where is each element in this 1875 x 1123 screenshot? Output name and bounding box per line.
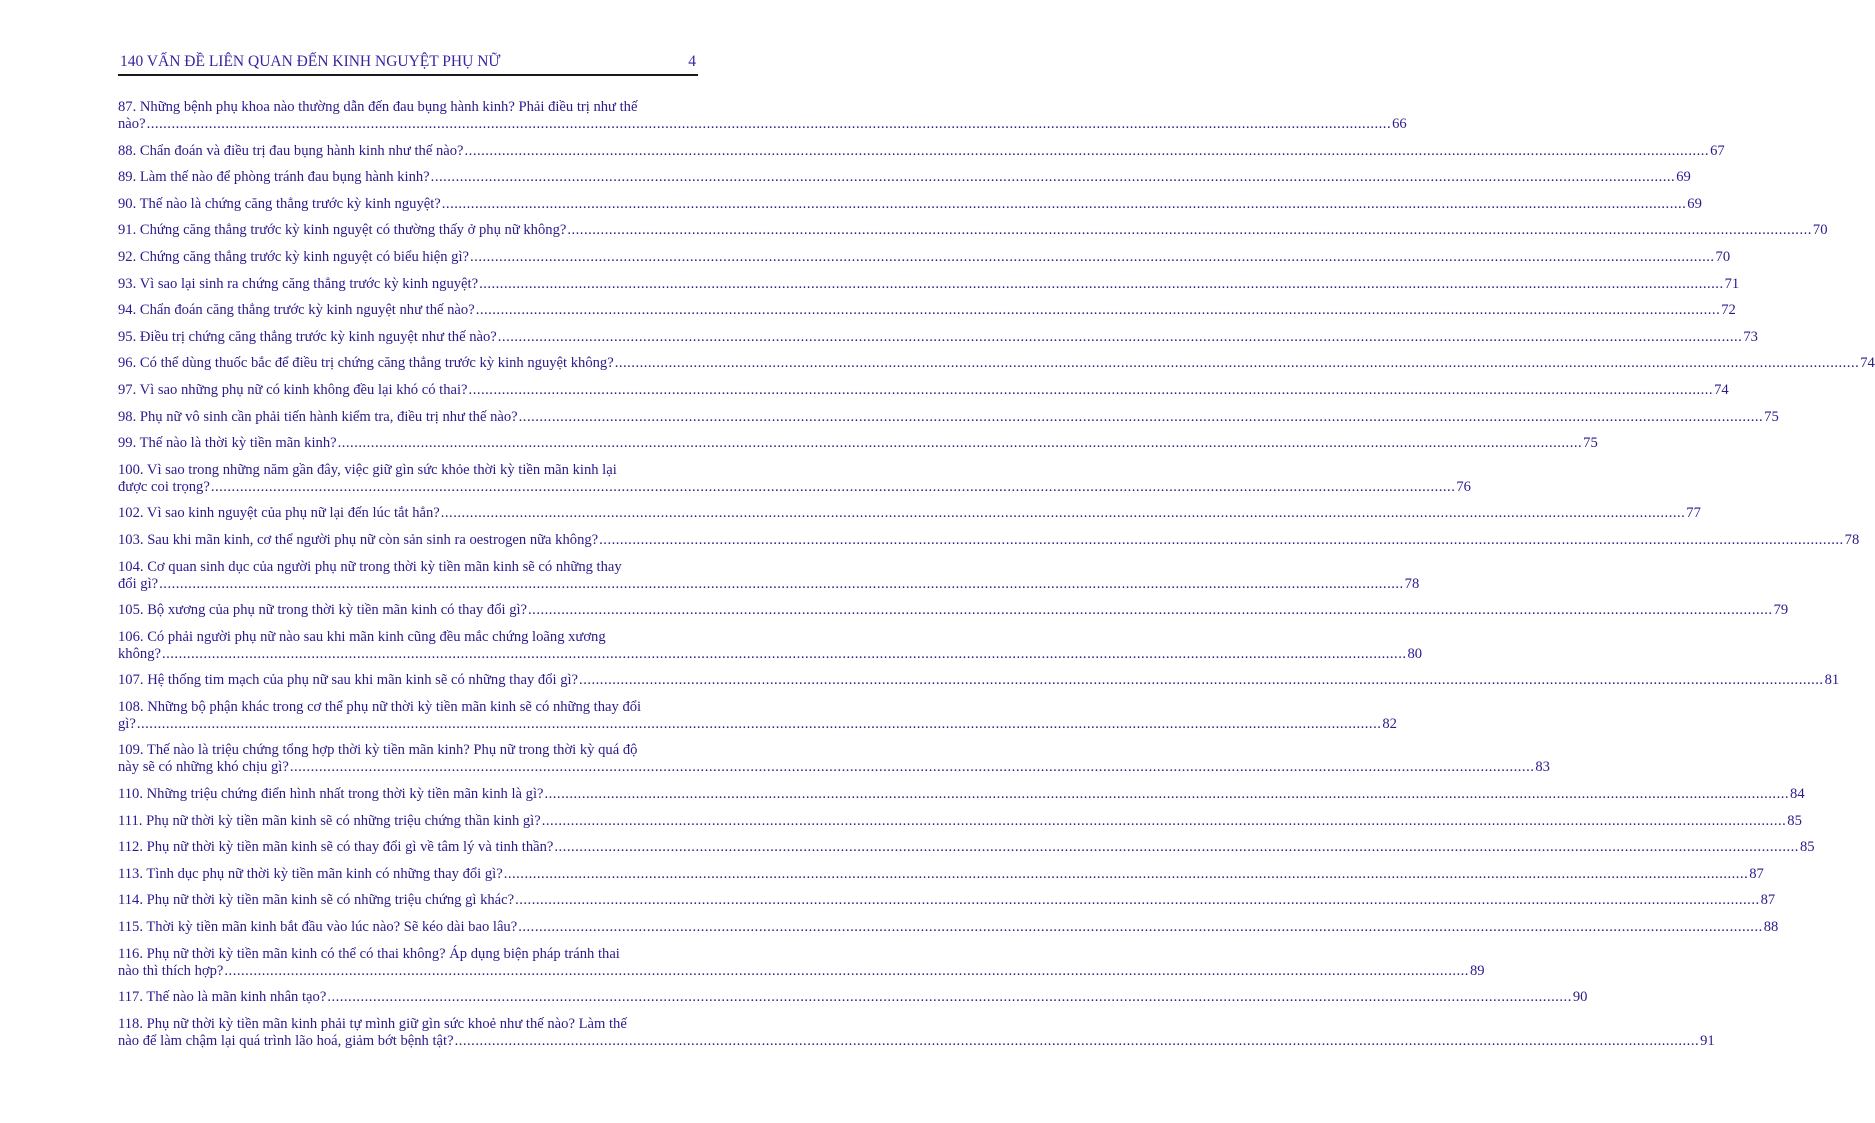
toc-entry-title: 107. Hệ thống tim mạch của phụ nữ sau khi mãn kinh sẽ có những thay đổi gì? [118,672,579,689]
toc-entry-title-continued: đổi gì? [118,575,159,592]
toc-page-number: 67 [1710,142,1725,159]
toc-page-number: 90 [1572,989,1588,1006]
toc-page-number: 74 [1714,381,1729,398]
toc-page-number: 82 [1382,715,1397,732]
toc-entry[interactable] [118,786,1805,803]
toc-page-number: 83 [1535,759,1550,776]
toc-entry-title: 105. Bộ xương của phụ nữ trong thời kỳ tiền mãn kinh có thay đổi gì? [118,602,528,619]
toc-entry[interactable] [118,408,1779,426]
toc-entry-title: 117. Thế nào là mãn kinh nhân tạo? [118,989,327,1006]
toc-entry[interactable] [118,558,1420,593]
toc-entry[interactable] [118,195,1702,213]
toc-entry[interactable] [118,742,1550,776]
toc-entry-title: 109. Thế nào là triệu chứng tổng hợp thời kỳ tiền mãn kinh? Phụ nữ trong thời kỳ quá độ [118,742,638,759]
toc-entry-title: 108. Những bộ phận khác trong cơ thể phụ nữ thời kỳ tiền mãn kinh sẽ có những thay đổi [118,698,642,715]
toc-entry[interactable] [118,461,1471,496]
dot-leader: ............................................................................................................................................................................................................................................................................................................ [518,919,1763,936]
toc-page-number: 91 [1700,1032,1715,1049]
toc-entry[interactable] [118,531,1860,549]
toc-entry-title: 116. Phụ nữ thời kỳ tiền mãn kinh có thể có thai không? Áp dụng biện pháp tránh thai [118,945,620,962]
toc-entry[interactable] [118,248,1731,266]
toc-entry-title: 97. Vì sao những phụ nữ có kinh không đều lại khó có thai? [118,381,468,398]
dot-leader: ............................................................................................................................................................................................................................................................................................................ [224,962,1469,979]
dot-leader: ............................................................................................................................................................................................................................................................................................................ [579,672,1824,689]
toc-entry[interactable] [118,812,1802,830]
toc-entry-title: 103. Sau khi mãn kinh, cơ thể người phụ nữ còn sản sinh ra oestrogen nữa không? [118,531,599,548]
toc-page-number: 70 [1812,222,1828,239]
table-of-contents [118,99,1875,1059]
toc-entry-title: 89. Làm thế nào để phòng tránh đau bụng hành kinh? [118,169,430,186]
dot-leader: ............................................................................................................................................................................................................................................................................................................ [541,812,1787,829]
toc-page-number: 71 [1724,275,1740,292]
toc-page-number: 75 [1583,435,1598,452]
toc-entry[interactable] [118,169,1691,186]
toc-entry[interactable] [118,505,1701,522]
toc-entry[interactable] [118,919,1779,936]
toc-entry-title: 111. Phụ nữ thời kỳ tiền mãn kinh sẽ có những triệu chứng thần kinh gì? [118,812,541,829]
toc-entry[interactable] [118,142,1725,160]
toc-entry-title-continued: này sẽ có những khó chịu gì? [118,759,289,776]
toc-entry[interactable] [118,381,1729,399]
toc-page-number: 74 [1860,355,1875,372]
toc-page-number: 84 [1790,786,1805,803]
toc-entry[interactable] [118,989,1588,1006]
dot-leader: ............................................................................................................................................................................................................................................................................................................ [464,142,1710,159]
toc-entry[interactable] [118,839,1815,856]
dot-leader: ............................................................................................................................................................................................................................................................................................................ [554,839,1799,856]
toc-entry-title: 91. Chứng căng thẳng trước kỳ kinh nguyệt có thường thấy ở phụ nữ không? [118,222,567,239]
dot-leader: ............................................................................................................................................................................................................................................................................................................ [470,248,1715,265]
dot-leader: ............................................................................................................................................................................................................................................................................................................ [567,222,1812,239]
toc-entry[interactable] [118,435,1598,452]
dot-leader: ............................................................................................................................................................................................................................................................................................................ [159,575,1404,592]
toc-entry-title: 112. Phụ nữ thời kỳ tiền mãn kinh sẽ có thay đổi gì về tâm lý và tinh thần? [118,839,554,856]
toc-entry-title: 94. Chẩn đoán căng thẳng trước kỳ kinh nguyệt như thế nào? [118,302,475,319]
toc-entry-title: 87. Những bệnh phụ khoa nào thường dẫn đến đau bụng hành kinh? Phải điều trị như thế [118,99,638,115]
toc-entry[interactable] [118,275,1740,293]
dot-leader: ............................................................................................................................................................................................................................................................................................................ [146,116,1392,132]
toc-entry[interactable] [118,328,1758,346]
toc-page-number: 79 [1773,602,1789,619]
toc-entry[interactable] [118,222,1828,239]
toc-entry-title-continued: nào thì thích hợp? [118,962,224,979]
toc-entry-title: 104. Cơ quan sinh dục của người phụ nữ trong thời kỳ tiền mãn kinh sẽ có những thay [118,558,622,575]
page-header [118,50,698,76]
dot-leader: ............................................................................................................................................................................................................................................................................................................ [544,786,1790,803]
toc-page-number: 89 [1469,962,1485,979]
dot-leader: ............................................................................................................................................................................................................................................................................................................ [614,355,1860,372]
toc-page-number: 87 [1760,892,1776,909]
toc-entry-title: 99. Thế nào là thời kỳ tiền mãn kinh? [118,435,337,452]
dot-leader: ............................................................................................................................................................................................................................................................................................................ [518,408,1764,425]
dot-leader: ............................................................................................................................................................................................................................................................................................................ [497,328,1743,345]
dot-leader: ............................................................................................................................................................................................................................................................................................................ [454,1032,1700,1049]
toc-entry-title-continued: nào? [118,116,146,132]
dot-leader: ............................................................................................................................................................................................................................................................................................................ [289,759,1535,776]
toc-page-number: 87 [1749,865,1764,882]
toc-entry[interactable] [118,302,1736,319]
dot-leader: ............................................................................................................................................................................................................................................................................................................ [475,302,1721,319]
dot-leader: ............................................................................................................................................................................................................................................................................................................ [136,715,1382,732]
page-number: 4 [688,53,696,70]
dot-leader: ............................................................................................................................................................................................................................................................................................................ [327,989,1572,1006]
toc-entry-title: 95. Điều trị chứng căng thẳng trước kỳ kinh nguyệt như thế nào? [118,328,497,345]
toc-entry[interactable] [118,628,1423,663]
toc-page-number: 66 [1392,116,1407,132]
dot-leader: ............................................................................................................................................................................................................................................................................................................ [161,645,1407,662]
toc-entry-title: 93. Vì sao lại sinh ra chứng căng thẳng trước kỳ kinh nguyệt? [118,275,479,292]
toc-entry-title: 92. Chứng căng thẳng trước kỳ kinh nguyệt có biểu hiện gì? [118,248,470,265]
toc-page-number: 85 [1787,812,1802,829]
dot-leader: ............................................................................................................................................................................................................................................................................................................ [503,865,1749,882]
toc-entry-title: 118. Phụ nữ thời kỳ tiền mãn kinh phải tự mình giữ gìn sức khoẻ như thế nào? Làm thế [118,1015,627,1032]
dot-leader: ............................................................................................................................................................................................................................................................................................................ [210,478,1456,495]
dot-leader: ............................................................................................................................................................................................................................................................................................................ [440,505,1686,522]
toc-page-number: 72 [1721,302,1736,319]
toc-page-number: 78 [1844,531,1860,548]
toc-entry-title: 106. Có phải người phụ nữ nào sau khi mãn kinh cũng đều mắc chứng loãng xương [118,628,606,645]
toc-entry[interactable] [118,602,1789,619]
toc-entry-title: 114. Phụ nữ thời kỳ tiền mãn kinh sẽ có những triệu chứng gì khác? [118,892,515,909]
running-title: 140 VẤN ĐỀ LIÊN QUAN ĐẾN KINH NGUYỆT PHỤ NỮ [120,53,501,70]
toc-entry[interactable] [118,1015,1715,1050]
toc-entry-title: 98. Phụ nữ vô sinh cần phải tiến hành kiểm tra, điều trị như thế nào? [118,408,518,425]
toc-page-number: 78 [1404,575,1420,592]
toc-entry-title-continued: gì? [118,715,136,732]
toc-entry-title: 100. Vì sao trong những năm gần đây, việc giữ gìn sức khỏe thời kỳ tiền mãn kinh lại [118,461,617,478]
dot-leader: ............................................................................................................................................................................................................................................................................................................ [528,602,1773,619]
toc-entry-title-continued: không? [118,645,161,662]
toc-entry-title-continued: nào để làm chậm lại quá trình lão hoá, giảm bớt bệnh tật? [118,1032,454,1049]
toc-page-number: 77 [1686,505,1701,522]
dot-leader: ............................................................................................................................................................................................................................................................................................................ [430,169,1676,186]
dot-leader: ............................................................................................................................................................................................................................................................................................................ [515,892,1760,909]
dot-leader: ............................................................................................................................................................................................................................................................................................................ [468,381,1714,398]
toc-page-number: 70 [1715,248,1731,265]
dot-leader: ............................................................................................................................................................................................................................................................................................................ [441,195,1687,212]
toc-entry-title: 115. Thời kỳ tiền mãn kinh bắt đầu vào lúc nào? Sẽ kéo dài bao lâu? [118,919,518,936]
toc-page-number: 85 [1799,839,1815,856]
toc-entry[interactable] [118,865,1764,883]
toc-page-number: 69 [1676,169,1691,186]
toc-entry-title: 102. Vì sao kinh nguyệt của phụ nữ lại đến lúc tắt hẳn? [118,505,440,522]
toc-page-number: 81 [1824,672,1840,689]
toc-entry[interactable] [118,698,1397,733]
toc-page-number: 69 [1687,195,1702,212]
toc-entry-title: 88. Chẩn đoán và điều trị đau bụng hành kinh như thế nào? [118,142,464,159]
toc-entry[interactable] [118,672,1840,689]
toc-entry[interactable] [118,355,1875,372]
toc-entry[interactable] [118,99,1407,133]
toc-entry-title: 96. Có thể dùng thuốc bắc để điều trị chứng căng thẳng trước kỳ kinh nguyệt không? [118,355,614,372]
dot-leader: ............................................................................................................................................................................................................................................................................................................ [479,275,1724,292]
toc-entry-title: 90. Thế nào là chứng căng thẳng trước kỳ kinh nguyệt? [118,195,441,212]
toc-entry-title: 110. Những triệu chứng điển hình nhất trong thời kỳ tiền mãn kinh là gì? [118,786,544,803]
toc-entry[interactable] [118,945,1485,980]
dot-leader: ............................................................................................................................................................................................................................................................................................................ [337,435,1583,452]
dot-leader: ............................................................................................................................................................................................................................................................................................................ [599,531,1844,548]
toc-page-number: 73 [1743,328,1758,345]
toc-page-number: 75 [1764,408,1779,425]
toc-page-number: 76 [1456,478,1471,495]
toc-page-number: 88 [1763,919,1779,936]
toc-page-number: 80 [1407,645,1423,662]
toc-entry[interactable] [118,892,1776,909]
toc-entry-title-continued: được coi trọng? [118,478,210,495]
toc-entry-title: 113. Tình dục phụ nữ thời kỳ tiền mãn kinh có những thay đổi gì? [118,865,503,882]
